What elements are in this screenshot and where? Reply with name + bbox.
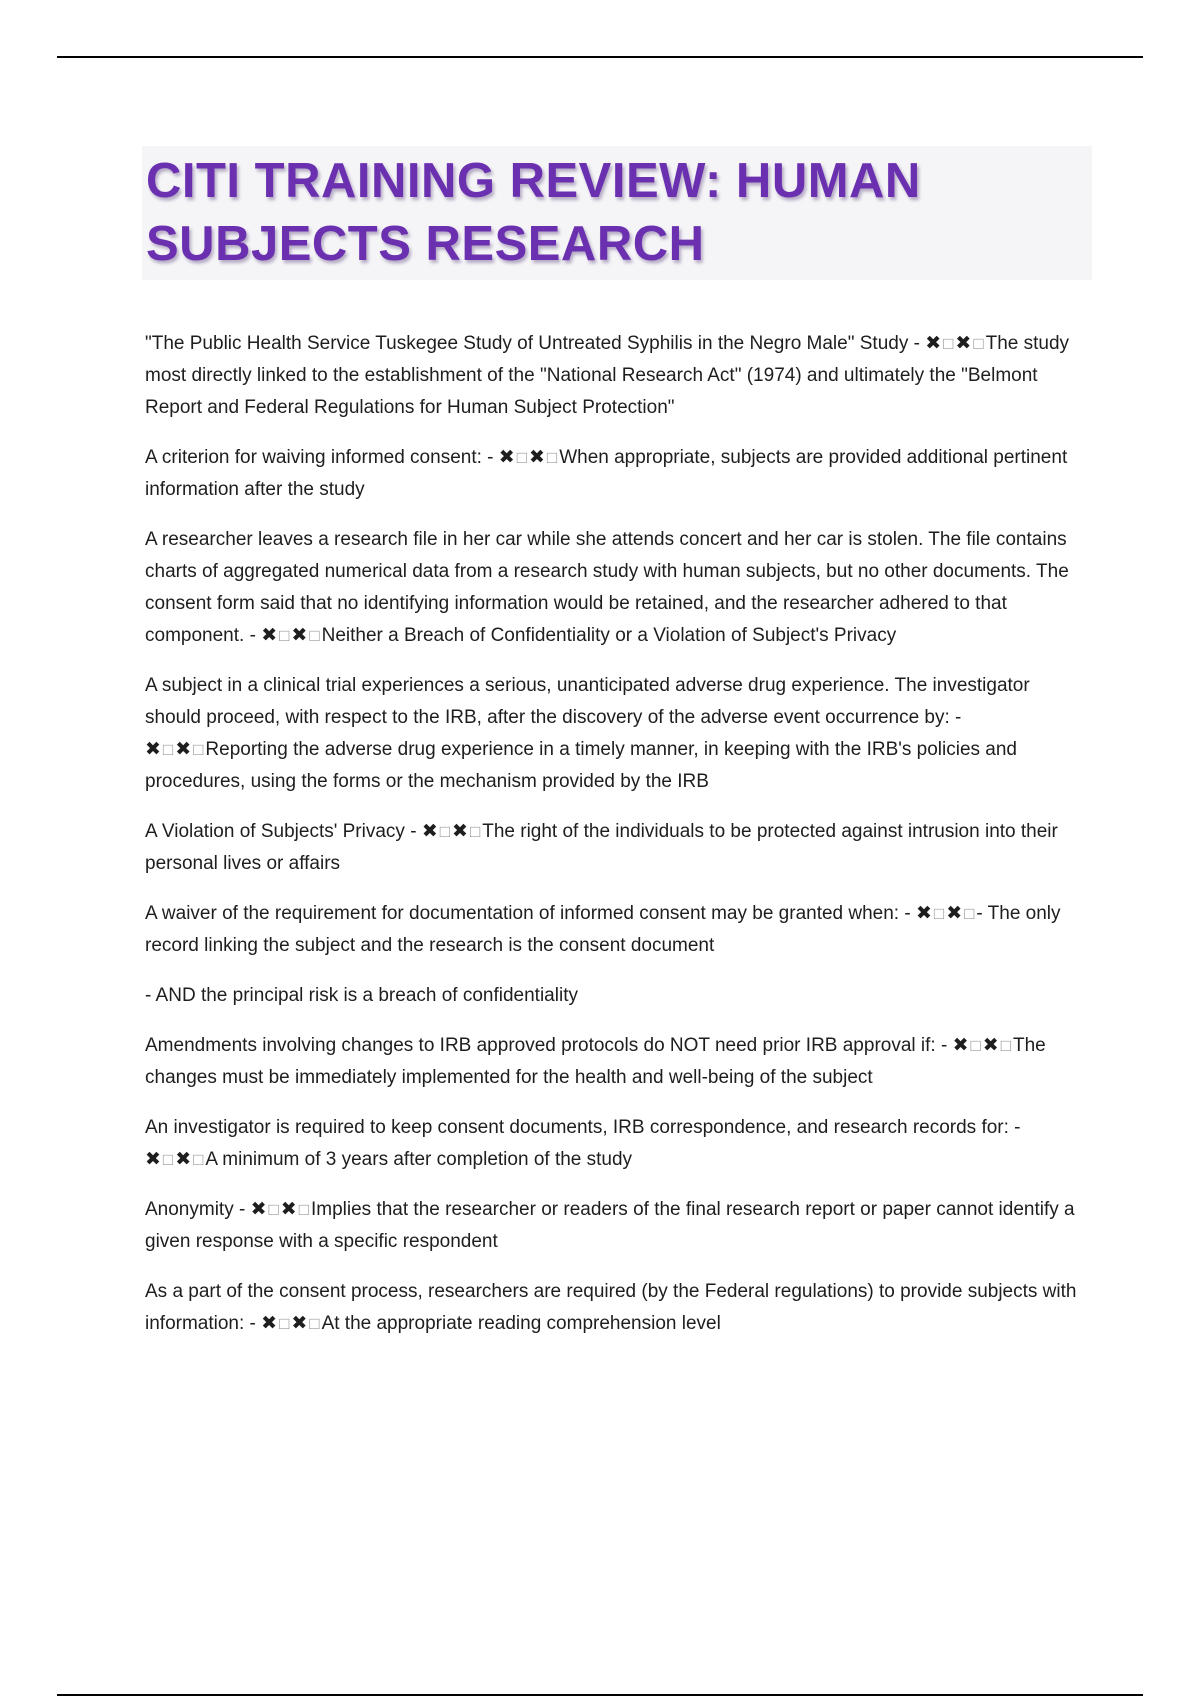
qa-continuation: - AND the principal risk is a breach of confidentiality	[145, 985, 578, 1006]
answer-text: The study most directly linked to the establishment of the "National Research Act" (1974) and ultimately the "Belmont Report and Federal Regulations for Human Subject Protection"	[145, 333, 1070, 418]
answer-separator: ✖□✖□	[145, 1149, 206, 1170]
answer-text: The right of the individuals to be protected against intrusion into their personal lives or affairs	[145, 821, 1058, 874]
qa-entry	[145, 442, 1090, 506]
answer-separator: ✖□✖□	[145, 739, 206, 760]
qa-entry	[145, 1030, 1090, 1094]
answer-text: Implies that the researcher or readers of the final research report or paper cannot identify a given response with a specific respondent	[145, 1199, 1075, 1252]
question-text: A subject in a clinical trial experiences a serious, unanticipated adverse drug experience. The investigator should proceed, with respect to the IRB, after the discovery of the adverse event occurrence by: -	[145, 675, 1030, 728]
question-text: A criterion for waiving informed consent: -	[145, 447, 494, 468]
qa-list	[145, 328, 1090, 1358]
footer-rule	[57, 1694, 1143, 1696]
answer-separator: ✖□✖□	[250, 1199, 311, 1220]
qa-entry	[145, 1194, 1090, 1258]
question-text: Anonymity -	[145, 1199, 246, 1220]
question-text: An investigator is required to keep consent documents, IRB correspondence, and research records for: -	[145, 1117, 1021, 1138]
document-title: CITI TRAINING REVIEW: HUMAN SUBJECTS RESEARCH	[146, 154, 921, 271]
answer-separator: ✖□✖□	[952, 1035, 1013, 1056]
question-text: A waiver of the requirement for documentation of informed consent may be granted when: -	[145, 903, 911, 924]
question-text: Amendments involving changes to IRB approved protocols do NOT need prior IRB approval if: -	[145, 1035, 948, 1056]
qa-entry	[145, 816, 1090, 880]
answer-text: Neither a Breach of Confidentiality or a Violation of Subject's Privacy	[321, 625, 897, 646]
qa-entry	[145, 898, 1090, 962]
question-text: "The Public Health Service Tuskegee Study of Untreated Syphilis in the Negro Male" Study -	[145, 333, 920, 354]
qa-entry	[145, 328, 1090, 424]
qa-entry	[145, 1112, 1090, 1176]
answer-text: When appropriate, subjects are provided additional pertinent information after the study	[145, 447, 1068, 500]
answer-text: Reporting the adverse drug experience in a timely manner, in keeping with the IRB's policies and procedures, using the forms or the mechanism provided by the IRB	[145, 739, 1017, 792]
answer-separator: ✖□✖□	[915, 903, 977, 924]
answer-text: A minimum of 3 years after completion of the study	[205, 1149, 633, 1170]
answer-separator: ✖□✖□	[925, 333, 986, 354]
answer-text: - The only record linking the subject and the research is the consent document	[145, 903, 1061, 956]
answer-separator: ✖□✖□	[498, 447, 560, 468]
answer-separator: ✖□✖□	[261, 1313, 322, 1334]
answer-text: The changes must be immediately implemented for the health and well-being of the subject	[145, 1035, 1046, 1088]
header-rule	[57, 56, 1143, 58]
question-text: A researcher leaves a research file in her car while she attends concert and her car is stolen. The file contains charts of aggregated numerical data from a research study with human subjects, but no other documents. The consent form said that no identifying information would be retained, and the researcher adhered to that component. -	[145, 529, 1069, 646]
qa-entry	[145, 1276, 1090, 1340]
question-text: A Violation of Subjects' Privacy -	[145, 821, 417, 842]
question-text: As a part of the consent process, researchers are required (by the Federal regulations) to provide subjects with information: -	[145, 1281, 1077, 1334]
answer-separator: ✖□✖□	[261, 625, 322, 646]
qa-entry	[145, 670, 1090, 798]
qa-entry	[145, 524, 1090, 652]
title-banner	[142, 146, 1092, 280]
answer-separator: ✖□✖□	[421, 821, 483, 842]
answer-text: At the appropriate reading comprehension level	[321, 1313, 721, 1334]
